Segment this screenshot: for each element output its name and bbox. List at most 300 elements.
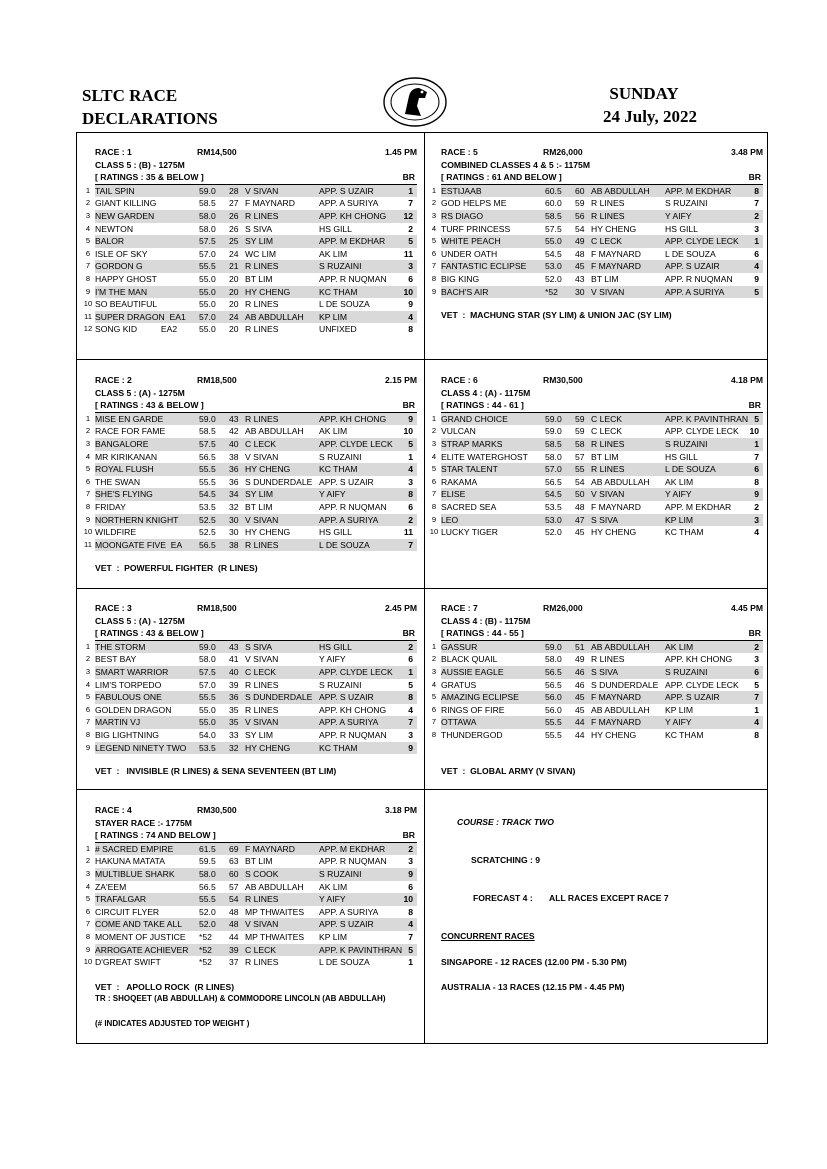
rating: 46 bbox=[575, 679, 585, 690]
runner-row bbox=[85, 868, 417, 881]
runner-number: 2 bbox=[85, 198, 91, 208]
horse-name: SMART WARRIOR bbox=[95, 666, 169, 677]
trainer: APP. M EKDHAR bbox=[665, 185, 732, 196]
race-block bbox=[83, 374, 417, 551]
rating: 36 bbox=[229, 692, 239, 703]
jockey: S SIVA bbox=[245, 223, 273, 234]
runner-row bbox=[431, 273, 763, 286]
trainer: S RUZAINI bbox=[319, 261, 362, 272]
weight: 55.0 bbox=[199, 273, 216, 284]
jockey: SY LIM bbox=[245, 236, 274, 247]
jockey: R LINES bbox=[591, 210, 625, 221]
weight: 54.5 bbox=[545, 489, 562, 500]
rating: 24 bbox=[229, 311, 239, 322]
barrier: 6 bbox=[408, 273, 413, 284]
runner-row bbox=[85, 843, 417, 856]
scratching-info: SCRATCHING : 9 bbox=[471, 855, 541, 865]
trainer: APP. A SURIYA bbox=[319, 906, 379, 917]
runner-number: 4 bbox=[431, 223, 437, 233]
jockey: F MAYNARD bbox=[591, 248, 641, 259]
rating: 32 bbox=[229, 742, 239, 753]
horse-name: MOONGATE FIVE EA bbox=[95, 539, 183, 550]
runner-row bbox=[431, 653, 763, 666]
weight: 57.0 bbox=[199, 311, 216, 322]
runner-row bbox=[85, 729, 417, 742]
barrier: 8 bbox=[408, 324, 413, 335]
trainer: APP. CLYDE LECK bbox=[665, 426, 739, 437]
runner-row bbox=[83, 526, 417, 539]
jockey: HY CHENG bbox=[245, 464, 291, 475]
barrier: 8 bbox=[754, 729, 759, 740]
rating: 38 bbox=[229, 451, 239, 462]
trainer: APP. CLYDE LECK bbox=[319, 666, 393, 677]
trainer: APP. K PAVINTHRAN bbox=[319, 944, 403, 955]
weight: 57.0 bbox=[545, 464, 562, 475]
jockey: F MAYNARD bbox=[591, 501, 641, 512]
runner-row bbox=[431, 691, 763, 704]
horse-name: GIANT KILLING bbox=[95, 198, 157, 209]
weight: 59.0 bbox=[545, 426, 562, 437]
barrier: 11 bbox=[403, 527, 413, 538]
title-line-1: SLTC RACE bbox=[82, 86, 178, 105]
rating: 43 bbox=[229, 641, 239, 652]
runner-number: 4 bbox=[85, 223, 91, 233]
race-ratings bbox=[441, 627, 763, 641]
trainer: APP. A SURIYA bbox=[319, 198, 379, 209]
horse-name: HAKUNA MATATA bbox=[95, 856, 166, 867]
rating: 40 bbox=[229, 438, 239, 449]
rating: 37 bbox=[229, 957, 239, 968]
rating: 55 bbox=[575, 464, 585, 475]
weight: 56.0 bbox=[545, 692, 562, 703]
rating: 59 bbox=[575, 413, 585, 424]
race-number: RACE : 7 bbox=[441, 603, 478, 613]
horse-name: SUPER DRAGON EA1 bbox=[95, 311, 186, 322]
jockey: R LINES bbox=[245, 679, 279, 690]
rating: 30 bbox=[575, 286, 585, 297]
barrier: 1 bbox=[754, 704, 759, 715]
barrier: 2 bbox=[754, 210, 759, 221]
race-header bbox=[95, 804, 417, 817]
race-prize: RM18,500 bbox=[197, 603, 237, 613]
runner-number: 4 bbox=[85, 679, 91, 689]
runner-row bbox=[85, 425, 417, 438]
jockey: V SIVAN bbox=[591, 489, 625, 500]
horse-name: TURF PRINCESS bbox=[441, 223, 511, 234]
weight: 52.0 bbox=[545, 527, 562, 538]
trainer: KC THAM bbox=[319, 286, 358, 297]
horse-name: THE STORM bbox=[95, 641, 146, 652]
trainer: Y AIFY bbox=[319, 654, 346, 665]
barrier: 10 bbox=[749, 426, 759, 437]
race-ratings bbox=[95, 399, 417, 413]
trainer: Y AIFY bbox=[319, 894, 346, 905]
barrier: 2 bbox=[754, 641, 759, 652]
runner-number: 11 bbox=[84, 539, 92, 549]
horse-name: WHITE PEACH bbox=[441, 236, 501, 247]
horse-name: ZA'EEM bbox=[95, 881, 127, 892]
rating: 39 bbox=[229, 944, 239, 955]
weight: 57.0 bbox=[199, 679, 216, 690]
runner-row bbox=[85, 742, 417, 755]
runner-row bbox=[85, 235, 417, 248]
rating: 20 bbox=[229, 286, 239, 297]
rating: 54 bbox=[575, 223, 585, 234]
runner-row bbox=[431, 425, 763, 438]
jockey: S SIVA bbox=[591, 666, 619, 677]
weight: 58.0 bbox=[199, 868, 216, 879]
jockey: HY CHENG bbox=[245, 527, 291, 538]
rating: 24 bbox=[229, 248, 239, 259]
rating: 20 bbox=[229, 324, 239, 335]
runner-row bbox=[83, 956, 417, 969]
weight: 58.0 bbox=[545, 451, 562, 462]
race-class: COMBINED CLASSES 4 & 5 :- 1175M bbox=[441, 159, 590, 170]
jockey: WC LIM bbox=[245, 248, 277, 259]
rating: 54 bbox=[575, 476, 585, 487]
runner-row bbox=[431, 235, 763, 248]
runner-number: 8 bbox=[431, 501, 437, 511]
jockey: C LECK bbox=[245, 944, 277, 955]
runner-row bbox=[85, 641, 417, 654]
jockey: HY CHENG bbox=[245, 742, 291, 753]
horse-name: THUNDERGOD bbox=[441, 729, 503, 740]
barrier: 8 bbox=[754, 185, 759, 196]
rating: 38 bbox=[229, 539, 239, 550]
horse-name: AMAZING ECLIPSE bbox=[441, 692, 519, 703]
jockey: C LECK bbox=[591, 413, 623, 424]
runner-number: 6 bbox=[85, 906, 91, 916]
weight: 56.5 bbox=[199, 881, 216, 892]
race-header bbox=[441, 602, 763, 615]
trainer: HS GILL bbox=[319, 641, 352, 652]
trainer: AK LIM bbox=[319, 426, 348, 437]
barrier: 9 bbox=[408, 299, 413, 310]
runner-row bbox=[431, 488, 763, 501]
runner-row bbox=[85, 716, 417, 729]
runner-number: 8 bbox=[431, 729, 437, 739]
barrier: 6 bbox=[754, 248, 759, 259]
br-header: BR bbox=[402, 830, 415, 841]
race-prize: RM18,500 bbox=[197, 375, 237, 385]
jockey: F MAYNARD bbox=[591, 717, 641, 728]
weight: 59.0 bbox=[545, 413, 562, 424]
runner-row bbox=[431, 185, 763, 198]
jockey: R LINES bbox=[245, 413, 279, 424]
runner-number: 1 bbox=[431, 413, 437, 423]
horse-name: GRAND CHOICE bbox=[441, 413, 508, 424]
runner-row bbox=[431, 286, 763, 299]
horse-name: RACE FOR FAME bbox=[95, 426, 166, 437]
runner-number: 2 bbox=[431, 198, 437, 208]
race-class: CLASS 5 : (A) - 1275M bbox=[95, 615, 185, 626]
barrier: 7 bbox=[408, 539, 413, 550]
runner-number: 5 bbox=[431, 692, 437, 702]
horse-name: AUSSIE EAGLE bbox=[441, 666, 504, 677]
jockey: R LINES bbox=[245, 539, 279, 550]
race-prize: RM14,500 bbox=[197, 147, 237, 157]
rating: 46 bbox=[575, 666, 585, 677]
rating: 60 bbox=[575, 185, 585, 196]
race-ratings bbox=[95, 627, 417, 641]
barrier: 4 bbox=[754, 717, 759, 728]
weight: 57.5 bbox=[199, 236, 216, 247]
race-number: RACE : 6 bbox=[441, 375, 478, 385]
weight: *52 bbox=[199, 944, 212, 955]
tr-note: TR : SHOQEET (AB ABDULLAH) & COMMODORE LINCOLN (AB ABDULLAH) bbox=[95, 994, 386, 1003]
weight: 52.5 bbox=[199, 514, 216, 525]
rating: 48 bbox=[575, 248, 585, 259]
runner-number: 5 bbox=[85, 692, 91, 702]
runner-row bbox=[431, 248, 763, 261]
race-header bbox=[95, 374, 417, 387]
weight: 53.5 bbox=[199, 742, 216, 753]
runner-row bbox=[431, 197, 763, 210]
runner-row bbox=[85, 438, 417, 451]
runner-number: 3 bbox=[85, 210, 91, 220]
runner-row bbox=[85, 918, 417, 931]
trainer: L DE SOUZA bbox=[319, 299, 370, 310]
jockey: BT LIM bbox=[245, 501, 273, 512]
trainer: S RUZAINI bbox=[319, 451, 362, 462]
rating: 49 bbox=[575, 654, 585, 665]
jockey: V SIVAN bbox=[245, 919, 279, 930]
weight: 58.5 bbox=[199, 198, 216, 209]
forecast-label: FORECAST 4 : bbox=[473, 893, 533, 903]
jockey: BT LIM bbox=[245, 856, 273, 867]
horse-name: I'M THE MAN bbox=[95, 286, 148, 297]
runner-number: 7 bbox=[85, 717, 91, 727]
horse-name: NEWTON bbox=[95, 223, 134, 234]
runner-number: 11 bbox=[84, 311, 92, 321]
rating: 57 bbox=[575, 451, 585, 462]
runner-row bbox=[85, 666, 417, 679]
race-date: 24 July, 2022 bbox=[603, 107, 697, 126]
rating: 26 bbox=[229, 223, 239, 234]
rating: 28 bbox=[229, 185, 239, 196]
vet-note: VET : MACHUNG STAR (SY LIM) & UNION JAC (SY LIM) bbox=[441, 310, 672, 320]
vet-note: VET : GLOBAL ARMY (V SIVAN) bbox=[441, 766, 576, 776]
br-header: BR bbox=[402, 400, 415, 411]
trainer: APP. CLYDE LECK bbox=[665, 679, 739, 690]
race-time: 1.45 PM bbox=[384, 147, 417, 157]
horse-name: MR KIRIKANAN bbox=[95, 451, 158, 462]
weight: 53.5 bbox=[545, 501, 562, 512]
barrier: 7 bbox=[408, 931, 413, 942]
jockey: C LECK bbox=[245, 438, 277, 449]
weight: 58.5 bbox=[545, 210, 562, 221]
race-time: 2.45 PM bbox=[384, 603, 417, 613]
weight: 56.5 bbox=[545, 679, 562, 690]
trainer: APP. M EKDHAR bbox=[319, 843, 386, 854]
runner-number: 12 bbox=[83, 324, 93, 334]
trainer: AK LIM bbox=[665, 641, 694, 652]
horse-name: RS DIAGO bbox=[441, 210, 484, 221]
horse-name: NEW GARDEN bbox=[95, 210, 155, 221]
runner-number: 4 bbox=[85, 451, 91, 461]
runner-row bbox=[85, 855, 417, 868]
trainer: APP. S UZAIR bbox=[665, 261, 720, 272]
jockey: AB ABDULLAH bbox=[245, 881, 304, 892]
runner-row bbox=[85, 501, 417, 514]
runner-row bbox=[85, 514, 417, 527]
trainer: APP. KH CHONG bbox=[319, 413, 387, 424]
barrier: 9 bbox=[754, 489, 759, 500]
weight: 55.5 bbox=[199, 464, 216, 475]
horse-name: OTTAWA bbox=[441, 717, 477, 728]
trainer: AK LIM bbox=[665, 476, 694, 487]
jockey: R LINES bbox=[245, 261, 279, 272]
barrier: 9 bbox=[408, 868, 413, 879]
runner-row bbox=[431, 223, 763, 236]
trainer: APP. KH CHONG bbox=[319, 704, 387, 715]
jockey: BT LIM bbox=[591, 451, 619, 462]
br-header: BR bbox=[748, 172, 761, 183]
barrier: 1 bbox=[408, 666, 413, 677]
barrier: 9 bbox=[408, 413, 413, 424]
rating: 39 bbox=[229, 679, 239, 690]
rating: 57 bbox=[229, 881, 239, 892]
barrier: 5 bbox=[754, 286, 759, 297]
runner-number: 8 bbox=[431, 273, 437, 283]
horse-name: GRATUS bbox=[441, 679, 477, 690]
rating: 48 bbox=[229, 906, 239, 917]
runner-row bbox=[85, 944, 417, 957]
horse-name: THE SWAN bbox=[95, 476, 141, 487]
barrier: 1 bbox=[754, 236, 759, 247]
horse-name: ISLE OF SKY bbox=[95, 248, 148, 259]
jockey: R LINES bbox=[245, 299, 279, 310]
runner-row bbox=[85, 488, 417, 501]
trainer: HS GILL bbox=[665, 223, 698, 234]
runner-row bbox=[85, 413, 417, 426]
barrier: 11 bbox=[403, 248, 413, 259]
weight: 61.5 bbox=[199, 843, 216, 854]
weight: 55.0 bbox=[199, 324, 216, 335]
runner-number: 10 bbox=[83, 957, 93, 967]
rating: 41 bbox=[229, 654, 239, 665]
horse-name: UNDER OATH bbox=[441, 248, 498, 259]
runner-row bbox=[431, 260, 763, 273]
trainer: APP. K PAVINTHRAN bbox=[665, 413, 749, 424]
runner-number: 5 bbox=[85, 236, 91, 246]
runner-number: 6 bbox=[431, 476, 437, 486]
rating: 43 bbox=[575, 273, 585, 284]
runner-row bbox=[85, 931, 417, 944]
jockey: R LINES bbox=[591, 198, 625, 209]
rating: 21 bbox=[229, 261, 239, 272]
barrier: 5 bbox=[754, 679, 759, 690]
jockey: C LECK bbox=[245, 666, 277, 677]
trainer: KC THAM bbox=[665, 527, 704, 538]
runner-number: 5 bbox=[85, 894, 91, 904]
trainer: KP LIM bbox=[319, 931, 348, 942]
runner-row bbox=[85, 210, 417, 223]
race-ratings bbox=[95, 829, 417, 843]
horse-name: MULTIBLUE SHARK bbox=[95, 868, 175, 879]
runner-number: 1 bbox=[431, 185, 437, 195]
barrier: 1 bbox=[408, 185, 413, 196]
rating: 59 bbox=[575, 426, 585, 437]
barrier: 6 bbox=[754, 666, 759, 677]
race-header bbox=[441, 146, 763, 159]
runner-row bbox=[85, 260, 417, 273]
horse-name: VULCAN bbox=[441, 426, 476, 437]
barrier: 7 bbox=[754, 451, 759, 462]
runner-row bbox=[431, 514, 763, 527]
runner-number: 1 bbox=[85, 185, 91, 195]
horse-name: MOMENT OF JUSTICE bbox=[95, 931, 186, 942]
race-block bbox=[85, 602, 417, 754]
weight: 58.5 bbox=[545, 438, 562, 449]
race-number: RACE : 2 bbox=[95, 375, 132, 385]
ratings-text: [ RATINGS : 43 & BELOW ] bbox=[95, 628, 204, 639]
weight: 55.5 bbox=[199, 261, 216, 272]
runner-row bbox=[85, 273, 417, 286]
trainer: L DE SOUZA bbox=[319, 539, 370, 550]
rating: 26 bbox=[229, 210, 239, 221]
barrier: 2 bbox=[408, 223, 413, 234]
barrier: 6 bbox=[408, 881, 413, 892]
rating: 63 bbox=[229, 856, 239, 867]
rating: 35 bbox=[229, 704, 239, 715]
barrier: 9 bbox=[754, 273, 759, 284]
weight: 55.0 bbox=[199, 299, 216, 310]
jockey: S DUNDERDALE bbox=[591, 679, 659, 690]
barrier: 2 bbox=[754, 501, 759, 512]
jockey: HY CHENG bbox=[591, 729, 637, 740]
runner-row bbox=[431, 641, 763, 654]
weight: 59.0 bbox=[199, 185, 216, 196]
barrier: 10 bbox=[403, 426, 413, 437]
horse-name: ROYAL FLUSH bbox=[95, 464, 154, 475]
barrier: 2 bbox=[408, 641, 413, 652]
course-info: COURSE : TRACK TWO bbox=[457, 817, 554, 827]
jockey: V SIVAN bbox=[245, 185, 279, 196]
race-time: 3.18 PM bbox=[384, 805, 417, 815]
race-number: RACE : 3 bbox=[95, 603, 132, 613]
weight: 53.0 bbox=[545, 514, 562, 525]
race-number: RACE : 1 bbox=[95, 147, 132, 157]
jockey: HY CHENG bbox=[591, 223, 637, 234]
runner-number: 4 bbox=[431, 679, 437, 689]
horse-name: RINGS OF FIRE bbox=[441, 704, 505, 715]
concurrent-australia: AUSTRALIA - 13 RACES (12.15 PM - 4.45 PM) bbox=[441, 982, 625, 992]
race-class: CLASS 5 : (A) - 1275M bbox=[95, 387, 185, 398]
runner-row bbox=[85, 906, 417, 919]
br-header: BR bbox=[402, 628, 415, 639]
horse-name: COME AND TAKE ALL bbox=[95, 919, 183, 930]
rating: 54 bbox=[229, 894, 239, 905]
horse-name: STRAP MARKS bbox=[441, 438, 503, 449]
jockey: C LECK bbox=[591, 426, 623, 437]
trainer: KC THAM bbox=[319, 742, 358, 753]
trainer: APP. CLYDE LECK bbox=[665, 236, 739, 247]
horse-name: SHE'S FLYING bbox=[95, 489, 153, 500]
barrier: 4 bbox=[408, 311, 413, 322]
trainer: Y AIFY bbox=[665, 717, 692, 728]
ratings-text: [ RATINGS : 74 AND BELOW ] bbox=[95, 830, 216, 841]
horse-name: SO BEAUTIFUL bbox=[95, 299, 158, 310]
weight: 59.0 bbox=[199, 413, 216, 424]
horse-name: FANTASTIC ECLIPSE bbox=[441, 261, 527, 272]
weight: 57.5 bbox=[199, 438, 216, 449]
weight: 57.5 bbox=[199, 666, 216, 677]
jockey: HY CHENG bbox=[591, 527, 637, 538]
trainer: APP. S UZAIR bbox=[319, 185, 374, 196]
race-header bbox=[95, 146, 417, 159]
rating: 42 bbox=[229, 426, 239, 437]
